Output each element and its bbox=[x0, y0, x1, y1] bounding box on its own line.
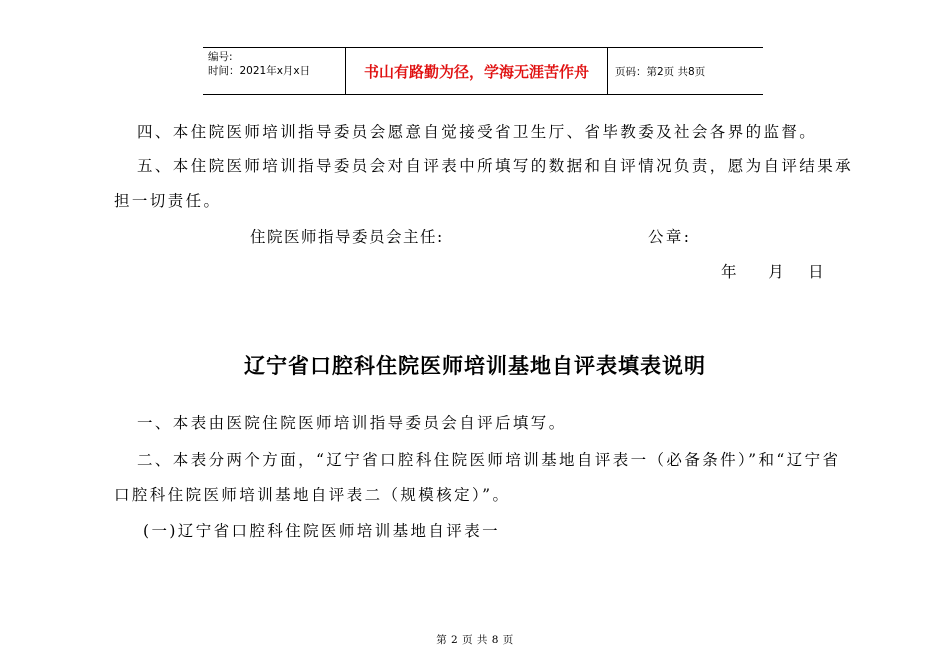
subsection-one: (一)辽宁省口腔科住院医师培训基地自评表一 bbox=[143, 522, 500, 540]
paragraph-five-line1: 五、本住院医师培训指导委员会对自评表中所填写的数据和自评情况负责，愿为自评结果承 bbox=[137, 157, 854, 175]
header-page-info: 页码：第2页 共8页 bbox=[615, 65, 706, 78]
header-slogan: 书山有路勤为径，学海无涯苦作舟 bbox=[346, 48, 608, 94]
header-meta-cell bbox=[203, 48, 346, 94]
director-signature-label: 住院医师指导委员会主任: bbox=[250, 228, 444, 246]
seal-label: 公章: bbox=[648, 228, 692, 246]
date-line: 年 月 日 bbox=[721, 263, 826, 281]
instruction-item-two-line1: 二、本表分两个方面，“辽宁省口腔科住院医师培训基地自评表一（必备条件）”和“辽宁省 bbox=[137, 451, 841, 469]
time-label: 时间：2021年x月x日 bbox=[208, 65, 311, 77]
instruction-item-one: 一、本表由医院住院医师培训指导委员会自评后填写。 bbox=[137, 414, 567, 432]
paragraph-four: 四、本住院医师培训指导委员会愿意自觉接受省卫生厅、省毕教委及社会各界的监督。 bbox=[137, 123, 818, 141]
instruction-item-two-line2: 口腔科住院医师培训基地自评表二（规模核定）”。 bbox=[114, 486, 511, 504]
number-label: 编号: bbox=[208, 51, 233, 63]
paragraph-five-line2: 担一切责任。 bbox=[114, 192, 222, 210]
instructions-title: 辽宁省口腔科住院医师培训基地自评表填表说明 bbox=[244, 354, 706, 378]
page-footer: 第 2 页 共 8 页 bbox=[436, 634, 514, 646]
header-table bbox=[203, 47, 763, 95]
